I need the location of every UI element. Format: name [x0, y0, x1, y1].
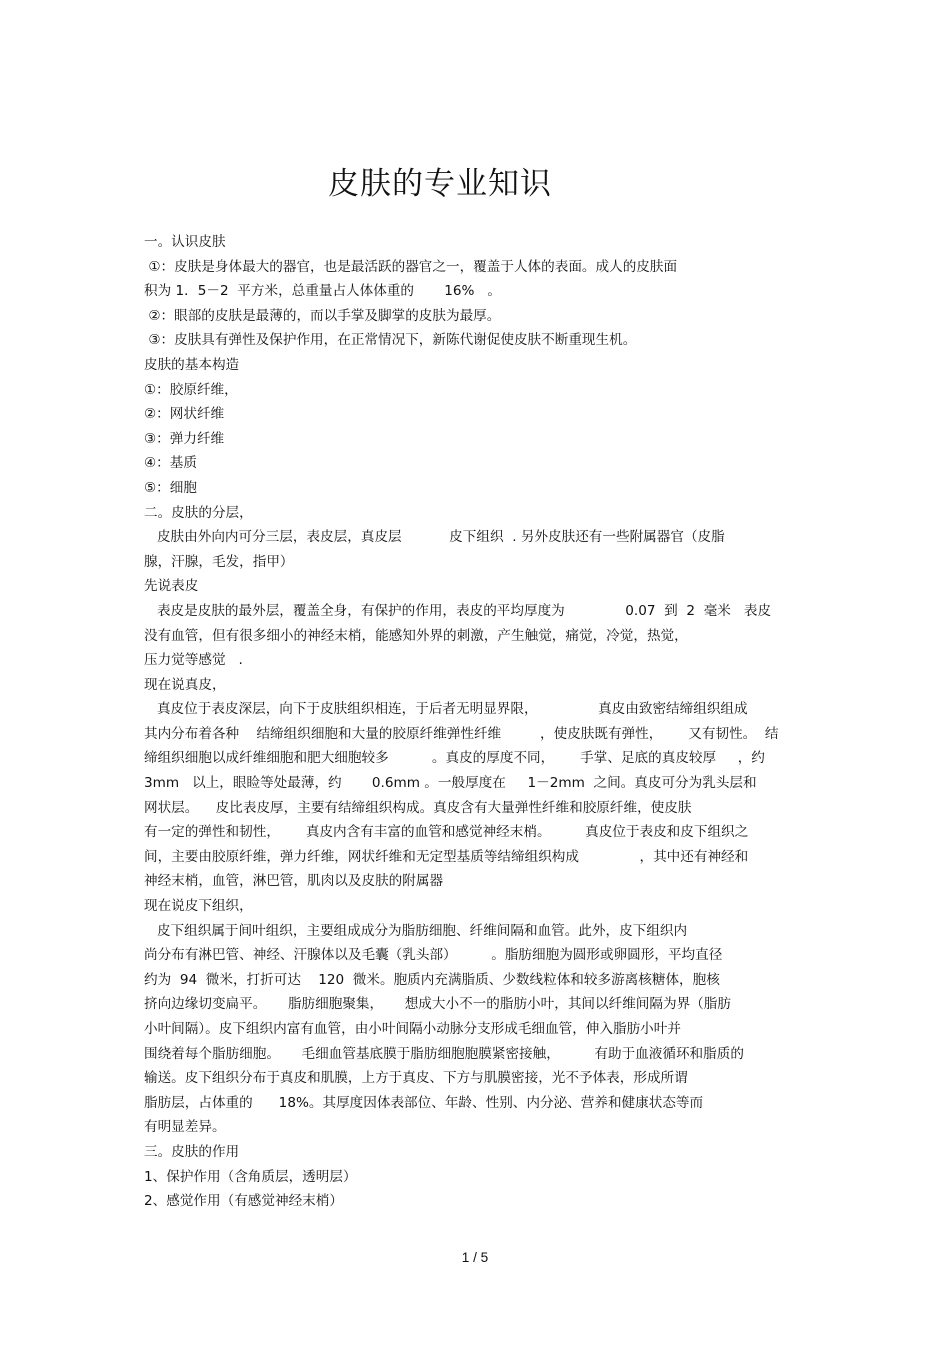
text-line: 缔组织细胞以成纤维细胞和肥大细胞较多 。真皮的厚度不同， 手掌、足底的真皮较厚 ，约 — [144, 750, 765, 767]
text-line: 脂肪层，占体重的 18%。其厚度因体表部位、年龄、性别、内分泌、营养和健康状态等而 — [144, 1094, 704, 1111]
text-line: 尚分布有淋巴管、神经、汗腺体以及毛囊（乳头部） 。脂肪细胞为圆形或卵圆形，平均直径 — [144, 947, 723, 964]
text-line: 有一定的弹性和韧性， 真皮内含有丰富的血管和感觉神经末梢。 真皮位于表皮和皮下组织之 — [144, 824, 749, 841]
text-line: 小叶间隔）。皮下组织内富有血管，由小叶间隔小动脉分支形成毛细血管，伸入脂肪小叶并 — [144, 1021, 681, 1037]
text-line: 表皮是皮肤的最外层，覆盖全身，有保护的作用，表皮的平均厚度为 0.07 到 2 毫米 表皮 — [144, 602, 772, 619]
text-line: ②：眼部的皮肤是最薄的，而以手掌及脚掌的皮肤为最厚。 — [144, 307, 501, 324]
text-line: 有明显差异。 — [144, 1119, 226, 1136]
text-line: ②：网状纤维 — [144, 406, 225, 423]
text-line: ③：皮肤具有弹性及保护作用，在正常情况下，新陈代谢促使皮肤不断重现生机。 — [144, 332, 637, 349]
text-line: 间，主要由胶原纤维，弹力纤维，网状纤维和无定型基质等结缔组织构成 ，其中还有神经和 — [144, 848, 749, 865]
text-line: 三。皮肤的作用 — [144, 1143, 240, 1160]
text-line: 2、感觉作用（有感觉神经末梢） — [144, 1193, 343, 1210]
text-line: 二。皮肤的分层， — [144, 504, 253, 521]
text-line: ⑤：细胞 — [144, 479, 197, 496]
text-line: 1、保护作用（含角质层，透明层） — [144, 1168, 357, 1185]
document-body — [144, 230, 814, 1214]
text-line: 皮肤由外向内可分三层，表皮层，真皮层 皮下组织 . 另外皮肤还有一些附属器官（皮脂 — [144, 529, 725, 546]
text-line: ③：弹力纤维 — [144, 430, 225, 447]
text-line: 皮肤的基本构造 — [144, 356, 240, 373]
text-line: 压力觉等感觉 . — [144, 652, 243, 669]
text-line: 真皮位于表皮深层，向下于皮肤组织相连，于后者无明显界限， 真皮由致密结缔组织组成 — [144, 701, 748, 718]
text-line: 其内分布着各种 结缔组织细胞和大量的胶原纤维弹性纤维 ，使皮肤既有弹性， 又有韧性。 结 — [144, 725, 779, 742]
text-line: 3mm 以上，眼睑等处最薄，约 0.6mm 。一般厚度在 1－2mm 之间。真皮可分为乳头层和 — [144, 775, 757, 792]
text-line: 一。认识皮肤 — [144, 234, 226, 250]
text-line: 神经末梢，血管，淋巴管，肌肉以及皮肤的附属器 — [144, 873, 444, 890]
text-line: ①：胶原纤维， — [144, 381, 238, 398]
text-line: 围绕着每个脂肪细胞。 毛细血管基底膜于脂肪细胞胞膜紧密接触， 有助于血液循环和脂质的 — [144, 1045, 744, 1062]
text-line: 皮下组织属于间叶组织，主要组成成分为脂肪细胞、纤维间隔和血管。此外，皮下组织内 — [144, 922, 688, 939]
text-line: 先说表皮 — [144, 578, 199, 595]
text-line: 没有血管，但有很多细小的神经末梢，能感知外界的刺激，产生触觉，痛觉，冷觉，热觉， — [144, 627, 688, 644]
text-line: 腺，汗腺，毛发，指甲） — [144, 553, 294, 570]
text-line: 现在说皮下组织， — [144, 898, 253, 915]
text-line: 网状层。 皮比表皮厚，主要有结缔组织构成。真皮含有大量弹性纤维和胶原纤维，使皮肤 — [144, 799, 692, 816]
document-title: 皮肤的专业知识 — [328, 166, 552, 202]
text-line: 挤向边缘切变扁平。 脂肪细胞聚集， 想成大小不一的脂肪小叶，其间以纤维间隔为界（脂肪 — [144, 996, 731, 1013]
text-line: 约为 94 微米，打折可达 120 微米。胞质内充满脂质、少数线粒体和较多游离核糖体，胞核 — [144, 971, 720, 988]
page-number: 1 / 5 — [461, 1250, 489, 1265]
text-line: 现在说真皮， — [144, 676, 226, 693]
text-line: 积为 1．5－2 平方米，总重量占人体体重的 16% 。 — [144, 283, 502, 300]
text-line: ④：基质 — [144, 455, 197, 472]
text-line: 输送。皮下组织分布于真皮和肌膜，上方于真皮、下方与肌膜密接，光不予体表，形成所谓 — [144, 1070, 688, 1087]
text-line: ①：皮肤是身体最大的器官，也是最活跃的器官之一，覆盖于人体的表面。成人的皮肤面 — [144, 258, 678, 275]
